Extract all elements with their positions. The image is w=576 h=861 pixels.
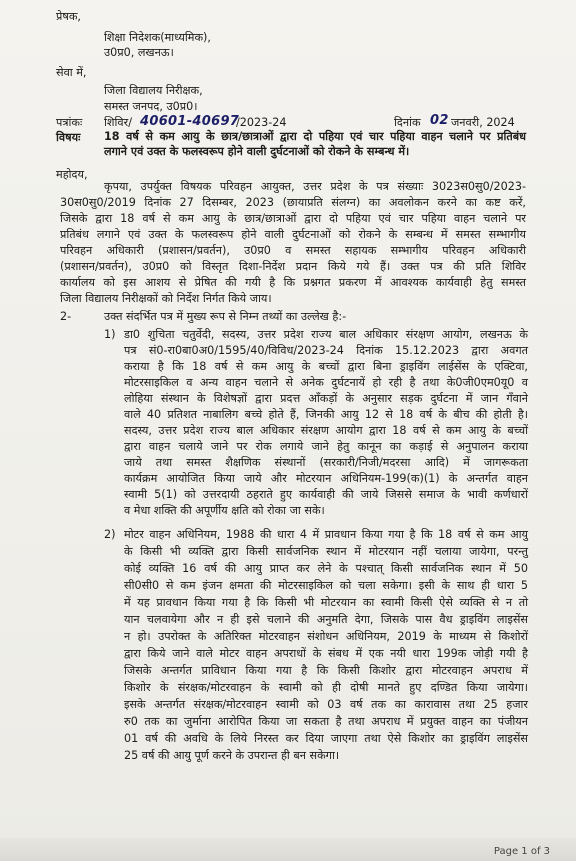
item-line: कार्यक्रम आयोजित किया जाये और मोटरयान अधिनियम-199(क)(1) के अन्तर्गत वाहन <box>124 472 528 485</box>
item-line: लोहिया संस्थान के विशेषज्ञों द्वारा प्रदत्त आँकड़ों के अनुसार सड़क दुर्घटना में जान गँवाने <box>124 392 528 405</box>
paragraph-line: प्रतिबंध लगाने एवं उक्त के फलस्वरूप होने वाली दुर्घटनाओं को रोकने के सम्बन्ध में समस्त सम्भागीय <box>60 228 526 241</box>
item-line: जिसके अन्तर्गत प्राविधान किया गया है कि किसी किशोर द्वारा मोटरवाहन अपराध में <box>124 664 528 677</box>
item-line: सी0सी0 से कम इंजन क्षमता की मोटरसाइकिल को चला सकेगा। इसी के साथ ही धारा 5 <box>124 579 528 592</box>
paragraph-line: जिसके द्वारा 18 वर्ष से कम आयु के छात्र/छात्राओं द्वारा दो पहिया एवं चार पहिया वाहन चलाने पर <box>60 212 526 225</box>
paragraph-line: (प्रशासन/प्रवर्तन), उ0प्र0 को विस्तृत दिशा-निर्देश प्रदान किये गये हैं। उक्त पत्र की प्रति शिविर <box>60 260 526 273</box>
subject-line-1: 18 वर्ष से कम आयु के छात्र/छात्राओं द्वारा दो पहिया एवं चार पहिया वाहन चलाने पर प्रतिबंध <box>104 130 526 143</box>
page-bottom-shadow <box>0 838 576 861</box>
item-line: पत्र सं0-रा0बा0अ0/1595/40/विविध/2023-24 दिनांक 15.12.2023 द्वारा अवगत <box>124 344 528 357</box>
salutation: महोदय, <box>56 168 88 181</box>
ref-suffix: /2023-24 <box>236 116 287 129</box>
item-line: व मेधा शक्ति की अपूर्णीय क्षति को रोका जा सके। <box>124 504 325 517</box>
item-line: 25 वर्ष की आयु पूर्ण करने के उपरान्त ही बन सकेगा। <box>124 749 340 762</box>
ref-number-handwritten: 40601-40697 <box>140 114 240 129</box>
item-line: मोटर वाहन अधिनियम, 1988 की धारा 4 में प्रावधान किया गया है कि 18 वर्ष से कम आयु <box>124 528 528 541</box>
recipient-designation: जिला विद्यालय निरीक्षक, <box>104 84 203 97</box>
item-line: स्वामी 5(1) को उत्तरदायी ठहराते हुए कार्यवाही की जाये जिससे समाज के भावी कर्णधारों <box>124 488 528 501</box>
subject-line-2: लगाने एवं उक्त के फलस्वरूप होने वाली दुर्घटनाओं को रोकने के सम्बन्ध में। <box>104 145 410 158</box>
item-line: मोटरसाइकिल व अन्य वाहन चलाने से अनेक दुर्घटनायें हो रही है तथा के0जी0एम0यू0 व <box>124 376 528 389</box>
sender-label: प्रेषक, <box>56 10 81 23</box>
paragraph-line: 30स0सु0/2019 दिनांक 27 दिसम्बर, 2023 (छायाप्रति संलग्न) का अवलोकन करने का कष्ट करें, <box>60 196 526 209</box>
sender-designation: शिक्षा निदेशक(माध्यमिक), <box>104 31 211 44</box>
item-line: में यह प्रावधान किया गया है कि किसी भी मोटरयान का स्वामी किसी ऐसे व्यक्ति से न तो <box>124 596 528 609</box>
recipient-place: समस्त जनपद, उ0प्र0। <box>104 100 198 113</box>
item-2-number: 2) <box>104 528 116 541</box>
item-line: कराया है कि 18 वर्ष से कम आयु के बच्चों द्वारा बिना ड्राइविंग लाईसेंस के एक्टिवा, <box>124 360 528 373</box>
item-1-number: 1) <box>104 328 116 341</box>
item-line: द्वारा किये जाने वाले मोटर वाहन अपराधों के संबध में एक नयी धारा 199क जोड़ी गयी है <box>124 647 528 660</box>
item-line: द्वारा वाहन चलाये जाने पर रोक लगाये जाने हेतु कानून का कड़ाई से अनुपालन कराया <box>124 440 528 453</box>
item-line: यान चलवायेगा और न ही इसे चलाने की अनुमति देगा, जिसके पास वैध ड्राइविंग लाइसेंस <box>124 613 528 626</box>
paragraph-line: कार्यालय को इस आशय से प्रेषित की गयी है कि प्रश्नगत प्रकरण में आवश्यक कार्यवाही हेतु समस्त <box>60 276 526 289</box>
ref-date-day-handwritten: 02 <box>430 113 449 128</box>
item-line: इसके अन्तर्गत संरक्षक/मोटरवाहन स्वामी को 03 वर्ष तक का कारावास तथा 25 हजार <box>124 698 528 711</box>
item-line: सदस्य, उत्तर प्रदेश राज्य बाल अधिकार संरक्षण आयोग द्वारा 18 वर्ष से कम आयु के बच्चों <box>124 424 528 437</box>
sender-place: उ0प्र0, लखनऊ। <box>104 46 174 59</box>
subject-label: विषयः <box>56 131 81 144</box>
ref-label: पत्रांकः <box>56 116 83 129</box>
ref-date-label: दिनांक <box>394 116 421 129</box>
ref-prefix: शिविर/ <box>104 116 132 129</box>
item-line: कोई व्यक्ति 16 वर्ष की आयु प्राप्त कर लेने के पश्चात् किसी सार्वजनिक स्थान में 50 <box>124 562 528 575</box>
paragraph-line: कृपया, उपर्युक्त विषयक परिवहन आयुक्त, उत्तर प्रदेश के पत्र संख्याः 3023स0सु0/2023- <box>104 180 526 193</box>
ref-date-rest: जनवरी, 2024 <box>451 116 515 129</box>
page-number: Page 1 of 3 <box>493 846 550 857</box>
recipient-label: सेवा में, <box>56 66 87 79</box>
section-2-intro: उक्त संदर्भित पत्र में मुख्य रूप से निम्न तथ्यों का उल्लेख है:- <box>104 310 347 323</box>
paragraph-line: परिवहन अधिकारी (प्रशासन/प्रवर्तन), उ0प्र0 व समस्त सहायक सम्भागीय परिवहन अधिकारी <box>60 244 526 257</box>
section-2-number: 2- <box>60 310 72 323</box>
item-line: जाये तथा समस्त शैक्षणिक संस्थानों (सरकारी/निजी/मदरसा आदि) में जागरूकता <box>124 456 528 469</box>
item-line: न हो। उपरोक्त के अतिरिक्त मोटरवाहन संशोधन अधिनियम, 2019 के माध्यम से किशोरों <box>124 630 528 643</box>
item-line: वाले 40 प्रतिशत नाबालिग बच्चे होते हैं, जिनकी आयु 12 से 18 वर्ष के बीच की होती है। <box>124 408 528 421</box>
item-line: के किसी भी व्यक्ति द्वारा किसी सार्वजनिक स्थान में मोटरयान नहीं चलाया जायेगा, परन्तु <box>124 545 528 558</box>
item-line: डा0 शुचिता चतुर्वेदी, सदस्य, उत्तर प्रदेश राज्य बाल अधिकार संरक्षण आयोग, लखनऊ के <box>124 328 528 341</box>
item-line: किशोर के संरक्षक/मोटरवाहन के स्वामी को ही दोषी मानते हुए दण्डित किया जायेगा। <box>124 681 528 694</box>
paragraph-line: जिला विद्यालय निरीक्षकों को निर्देश निर्गत किये जाय। <box>60 292 272 305</box>
item-line: 01 वर्ष की अवधि के लिये निरस्त कर दिया जाएगा तथा ऐसे किशोर का ड्राइविंग लाइसेंस <box>124 732 528 745</box>
item-line: रु0 तक का जुर्माना आरोपित किया जा सकता है तथा अपराध में प्रयुक्त वाहन का पंजीयन <box>124 715 528 728</box>
